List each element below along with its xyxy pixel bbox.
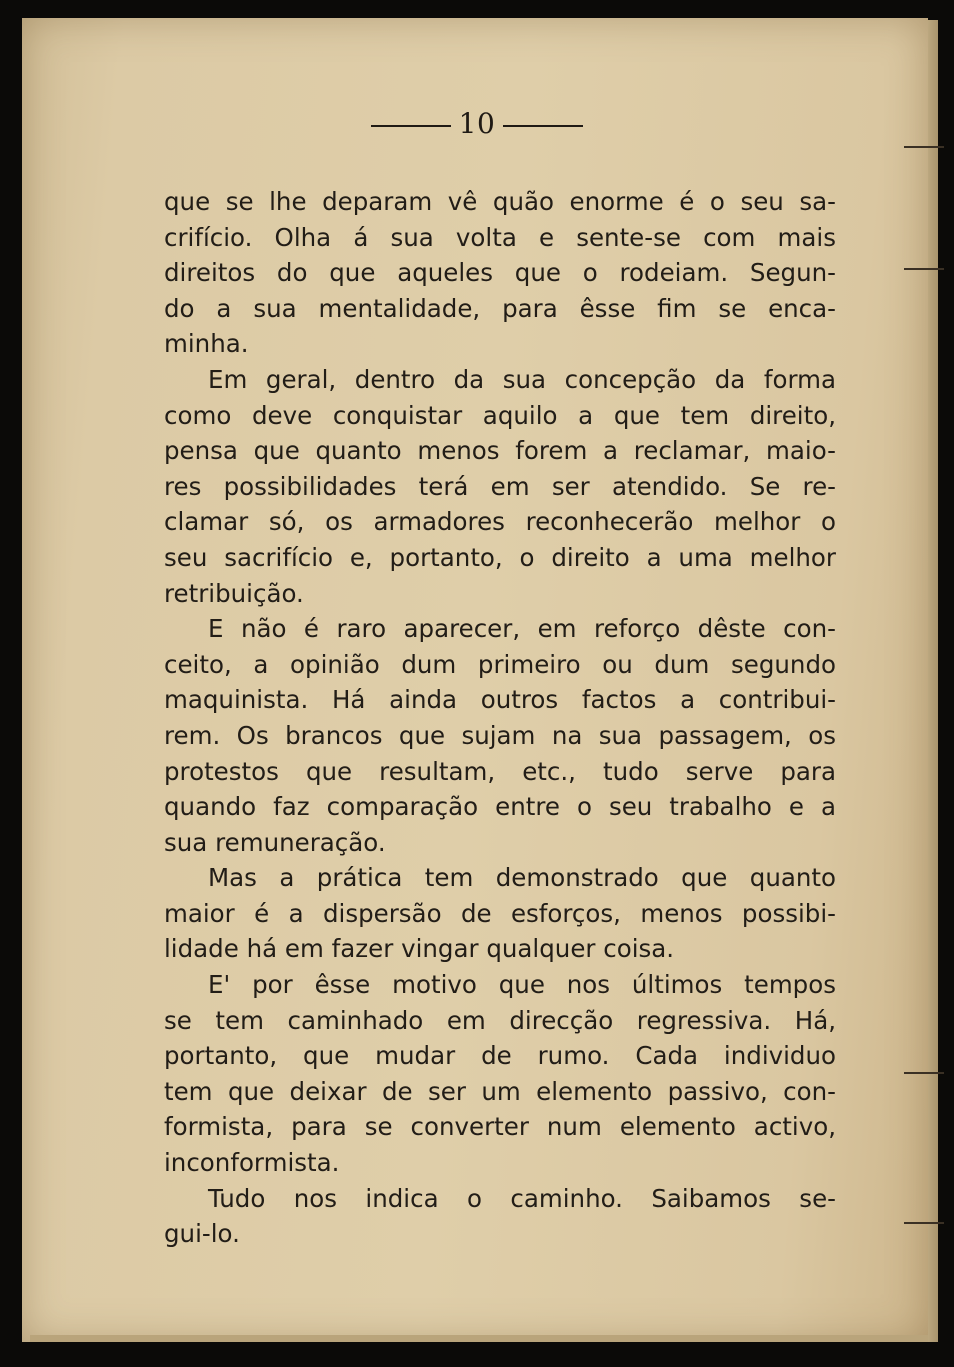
text-line: inconformista. — [164, 1148, 340, 1178]
text-line: seu sacrifício e, portanto, o direito a uma melhor — [164, 542, 836, 572]
page-bottom-edge — [30, 1335, 928, 1342]
text-line: formista, para se converter num elemento activo, — [164, 1112, 836, 1142]
text-line: gui-lo. — [164, 1219, 240, 1249]
text-line: sua remuneração. — [164, 827, 386, 857]
text-line: lidade há em fazer vingar qualquer coisa. — [164, 934, 675, 964]
text-line: como deve conquistar aquilo a que tem direito, — [164, 400, 836, 430]
header-rule-left — [371, 125, 451, 127]
page-edge — [928, 20, 938, 1342]
paragraph — [164, 860, 836, 967]
text-line: pensa que quanto menos forem a reclamar, maio- — [164, 436, 836, 466]
text-line: maior é a dispersão de esforços, menos possibi- — [164, 898, 836, 928]
text-line: portanto, que mudar de rumo. Cada individuo — [164, 1041, 836, 1071]
text-line: res possibilidades terá em ser atendido. Se re- — [164, 471, 836, 501]
text-line: direitos do que aqueles que o rodeiam. Segun- — [164, 258, 836, 288]
header-rule-right — [503, 125, 583, 127]
text-line: crifício. Olha á sua volta e sente-se com mais — [164, 222, 836, 252]
edge-mark — [904, 268, 944, 270]
text-line: se tem caminhado em direcção regressiva. Há, — [164, 1005, 836, 1035]
text-line: tem que deixar de ser um elemento passivo, con- — [164, 1076, 836, 1106]
paragraph — [164, 184, 836, 362]
page-header — [0, 106, 954, 142]
text-line: que se lhe deparam vê quão enorme é o seu sa- — [164, 187, 836, 216]
text-line: do a sua mentalidade, para êsse fim se enca- — [164, 293, 836, 323]
text-line: E' por êsse motivo que nos últimos tempos — [208, 970, 836, 1000]
text-line: protestos que resultam, etc., tudo serve para — [164, 756, 836, 786]
text-line: minha. — [164, 329, 249, 359]
text-line: Tudo nos indica o caminho. Saibamos se- — [208, 1183, 836, 1213]
text-line: rem. Os brancos que sujam na sua passagem, os — [164, 720, 836, 750]
text-line: ceito, a opinião dum primeiro ou dum segundo — [164, 649, 836, 679]
paragraph — [164, 362, 836, 611]
text-line: quando faz comparação entre o seu trabalho e a — [164, 792, 836, 822]
edge-mark — [904, 1222, 944, 1224]
text-line: Em geral, dentro da sua concepção da forma — [208, 364, 836, 394]
text-body — [164, 184, 836, 1252]
text-line: retribuição. — [164, 578, 304, 608]
text-line: E não é raro aparecer, em reforço dêste con- — [208, 614, 836, 644]
edge-mark — [904, 1072, 944, 1074]
page-number: 10 — [458, 107, 496, 140]
paragraph — [164, 967, 836, 1181]
text-line: clamar só, os armadores reconhecerão melhor o — [164, 507, 836, 537]
edge-mark — [904, 146, 944, 148]
text-line: Mas a prática tem demonstrado que quanto — [208, 863, 836, 893]
paragraph — [164, 611, 836, 860]
paragraph — [164, 1181, 836, 1252]
text-line: maquinista. Há ainda outros factos a contribui- — [164, 685, 836, 715]
